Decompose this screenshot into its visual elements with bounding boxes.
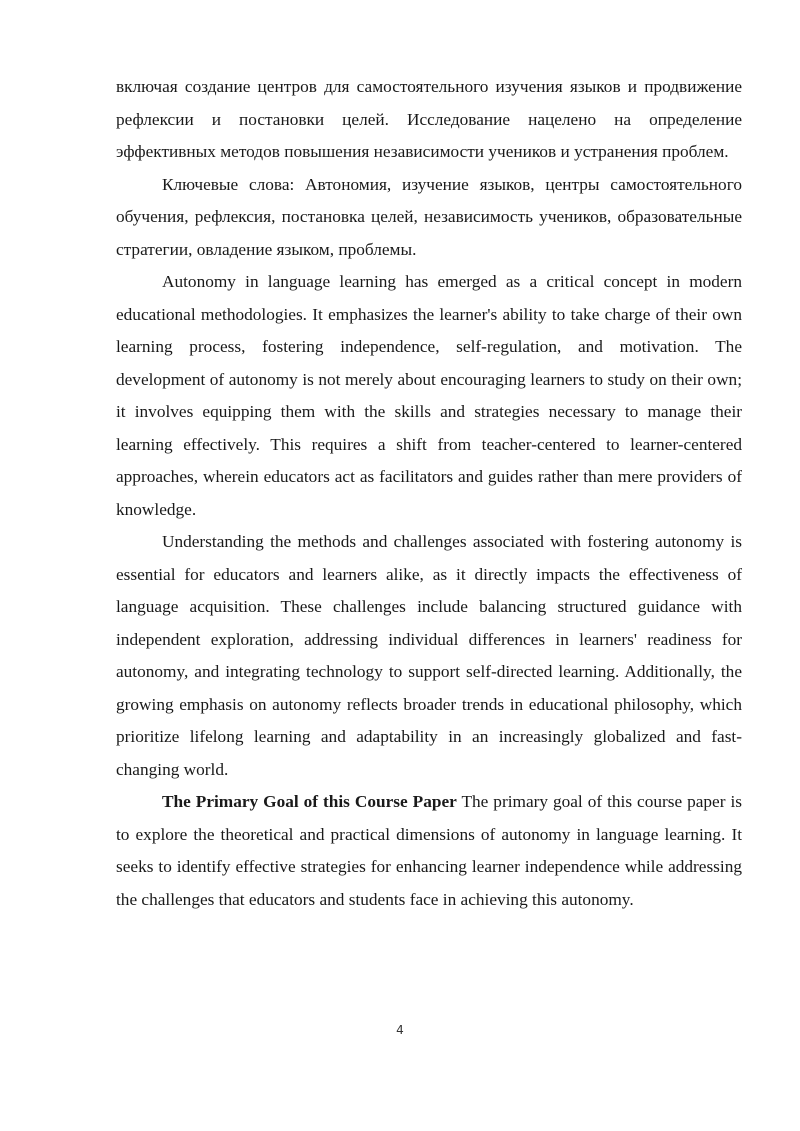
goal-heading: The Primary Goal of this Course Paper	[162, 792, 457, 811]
goal-text: The primary goal of this course paper is to explore the theoretical and practical dimensions of autonomy in language learning. It seeks to identify effective strategies for enhancing learner independence while addressing the challenges that educators and students face in achieving this autonomy.	[116, 792, 742, 909]
paragraph-autonomy-intro: Autonomy in language learning has emerged as a critical concept in modern educational methodologies. It emphasizes the learner's ability to take charge of their own learning process, fostering independence, self-regulation, and motivation. The development of autonomy is not merely about encouraging learners to study on their own; it involves equipping them with the skills and strategies necessary to manage their learning effectively. This requires a shift from teacher-centered to learner-centered approaches, wherein educators act as facilitators and guides rather than mere providers of knowledge.	[116, 272, 742, 519]
paragraph-primary-goal	[116, 786, 742, 916]
paragraph-keywords: Ключевые слова: Автономия, изучение языков, центры самостоятельного обучения, рефлексия, постановка целей, независимость учеников, образовательные стратегии, овладение языком, проблемы.	[116, 174, 742, 259]
page-body	[116, 71, 742, 916]
paragraph-abstract-continuation: включая создание центров для самостоятельного изучения языков и продвижение рефлексии и постановки целей. Исследование нацелено на определение эффективных методов повышения независимости учеников и устранения проблем.	[116, 77, 742, 161]
page-number: 4	[396, 1023, 404, 1037]
paragraph-methods-challenges: Understanding the methods and challenges associated with fostering autonomy is essential for educators and learners alike, as it directly impacts the effectiveness of language acquisition. These challenges include balancing structured guidance with independent exploration, addressing individual differences in learners' readiness for autonomy, and integrating technology to support self-directed learning. Additionally, the growing emphasis on autonomy reflects broader trends in educational philosophy, which prioritize lifelong learning and adaptability in an increasingly globalized and fast-changing world.	[116, 532, 742, 779]
